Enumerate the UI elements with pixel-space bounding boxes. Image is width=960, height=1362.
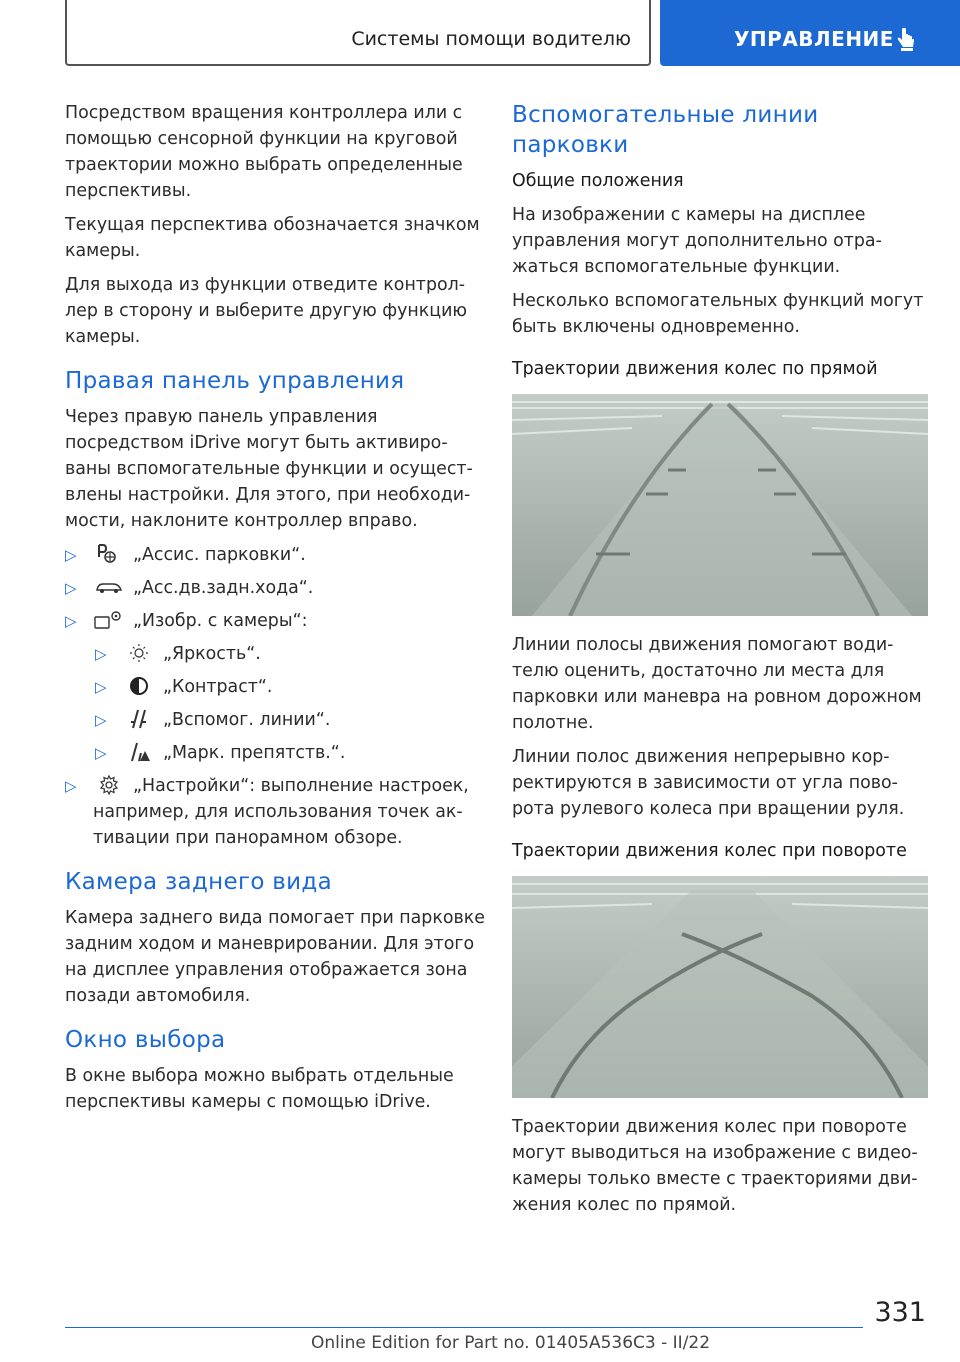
list-item-label: „Настройки“: выполнение настроек, например, для использования точек активации при панорамном обзоре.	[93, 776, 469, 848]
page-number: 331	[874, 1297, 926, 1328]
paragraph: Линии полос движения непрерывно корректируются в зависимости от угла поворота рулевого колеса при вращении руля.	[512, 747, 905, 819]
paragraph: Посредством вращения контроллера или с помощью сенсорной функции на круговой траектории можно выбрать определенные перспективы.	[65, 103, 463, 201]
function-list	[65, 542, 485, 634]
heading-right-panel: Правая панель управления	[65, 368, 405, 394]
bullet-arrow-icon: ▷	[65, 579, 77, 597]
bullet-arrow-icon: ▷	[65, 612, 77, 630]
list-item-label: „Контраст“.	[163, 677, 273, 697]
footer-edition: Online Edition for Part no. 01405A536C3 - II/22	[311, 1333, 711, 1353]
paragraph: Линии полосы движения помогают водителю оценить, достаточно ли места для парковки или маневра на ровном дорожном полотне.	[512, 635, 922, 733]
list-item	[65, 674, 485, 700]
paragraph: Для выхода из функции отведите контроллер в сторону и выберите другую функцию камеры.	[65, 275, 468, 347]
bullet-arrow-icon: ▷	[95, 645, 107, 663]
heading-rear-camera: Камера заднего вида	[65, 869, 333, 895]
list-item	[65, 542, 485, 568]
brightness-icon	[123, 642, 155, 664]
paragraph: Через правую панель управления посредством iDrive могут быть активированы вспомогательные функции и осуществлены настройки. Для этого, при необходимости, наклоните контроллер вправо.	[65, 407, 473, 531]
heading-selection-window: Окно выбора	[65, 1027, 226, 1053]
paragraph: Траектории движения колес при повороте могут выводиться на изображение с видеокамеры только вместе с траекториями движения колес по прямой.	[512, 1117, 918, 1215]
list-item-label: „Марк. препятств.“.	[163, 743, 346, 763]
subheading-straight-trajectories: Траектории движения колес по прямой	[512, 359, 878, 379]
list-item	[65, 707, 485, 733]
camera-image-sublist	[65, 641, 485, 766]
paragraph: Текущая перспектива обозначается значком камеры.	[65, 215, 480, 261]
paragraph: В окне выбора можно выбрать отдельные перспективы камеры с помощью iDrive.	[65, 1066, 454, 1112]
paragraph: На изображении с камеры на дисплее управления могут дополнительно отражаться вспомогательные функции.	[512, 205, 882, 277]
paragraph: Камера заднего вида помогает при парковке задним ходом и маневрировании. Для этого на дисплее управления отображается зона позади автомобиля.	[65, 908, 485, 1006]
list-item-label: „Яркость“.	[163, 644, 261, 664]
parking-assist-icon	[93, 543, 125, 565]
header-chapter-tab	[660, 0, 960, 66]
list-item	[65, 740, 485, 766]
header-section-box	[65, 0, 651, 66]
camera-settings-icon	[93, 609, 125, 631]
bullet-arrow-icon: ▷	[65, 546, 77, 564]
header-section-title: Системы помощи водителю	[351, 28, 631, 50]
list-item	[65, 773, 485, 851]
guide-lines-icon	[123, 708, 155, 730]
header-chapter-title: УПРАВЛЕНИЕ	[734, 27, 894, 51]
hand-pointer-icon	[894, 26, 920, 52]
list-item-label: „Вспомог. линии“.	[163, 710, 331, 730]
list-item	[65, 608, 485, 634]
bullet-arrow-icon: ▷	[95, 744, 107, 762]
list-item	[65, 575, 485, 601]
settings-list	[65, 773, 485, 851]
contrast-icon	[123, 675, 155, 697]
paragraph: Несколько вспомогательных функций могут быть включены одновременно.	[512, 291, 924, 337]
subheading-turn-trajectories: Траектории движения колес при повороте	[512, 841, 907, 861]
bullet-arrow-icon: ▷	[95, 678, 107, 696]
bullet-arrow-icon: ▷	[65, 777, 77, 795]
list-item	[65, 641, 485, 667]
turn-trajectory-image	[512, 876, 928, 1098]
right-column	[512, 100, 932, 1226]
gear-icon	[93, 774, 125, 796]
list-item-label: „Ассис. парковки“.	[133, 545, 306, 565]
subheading-general: Общие положения	[512, 171, 684, 191]
straight-trajectory-image	[512, 394, 928, 616]
obstacle-marking-icon	[123, 741, 155, 763]
heading-aux-lines: Вспомогательные линии парковки	[512, 102, 819, 158]
list-item-label: „Асс.дв.задн.хода“.	[133, 578, 314, 598]
footer-divider	[65, 1327, 863, 1328]
reverse-assist-icon	[93, 576, 125, 598]
bullet-arrow-icon: ▷	[95, 711, 107, 729]
left-column	[65, 100, 485, 1123]
list-item-label: „Изобр. с камеры“:	[133, 611, 308, 631]
